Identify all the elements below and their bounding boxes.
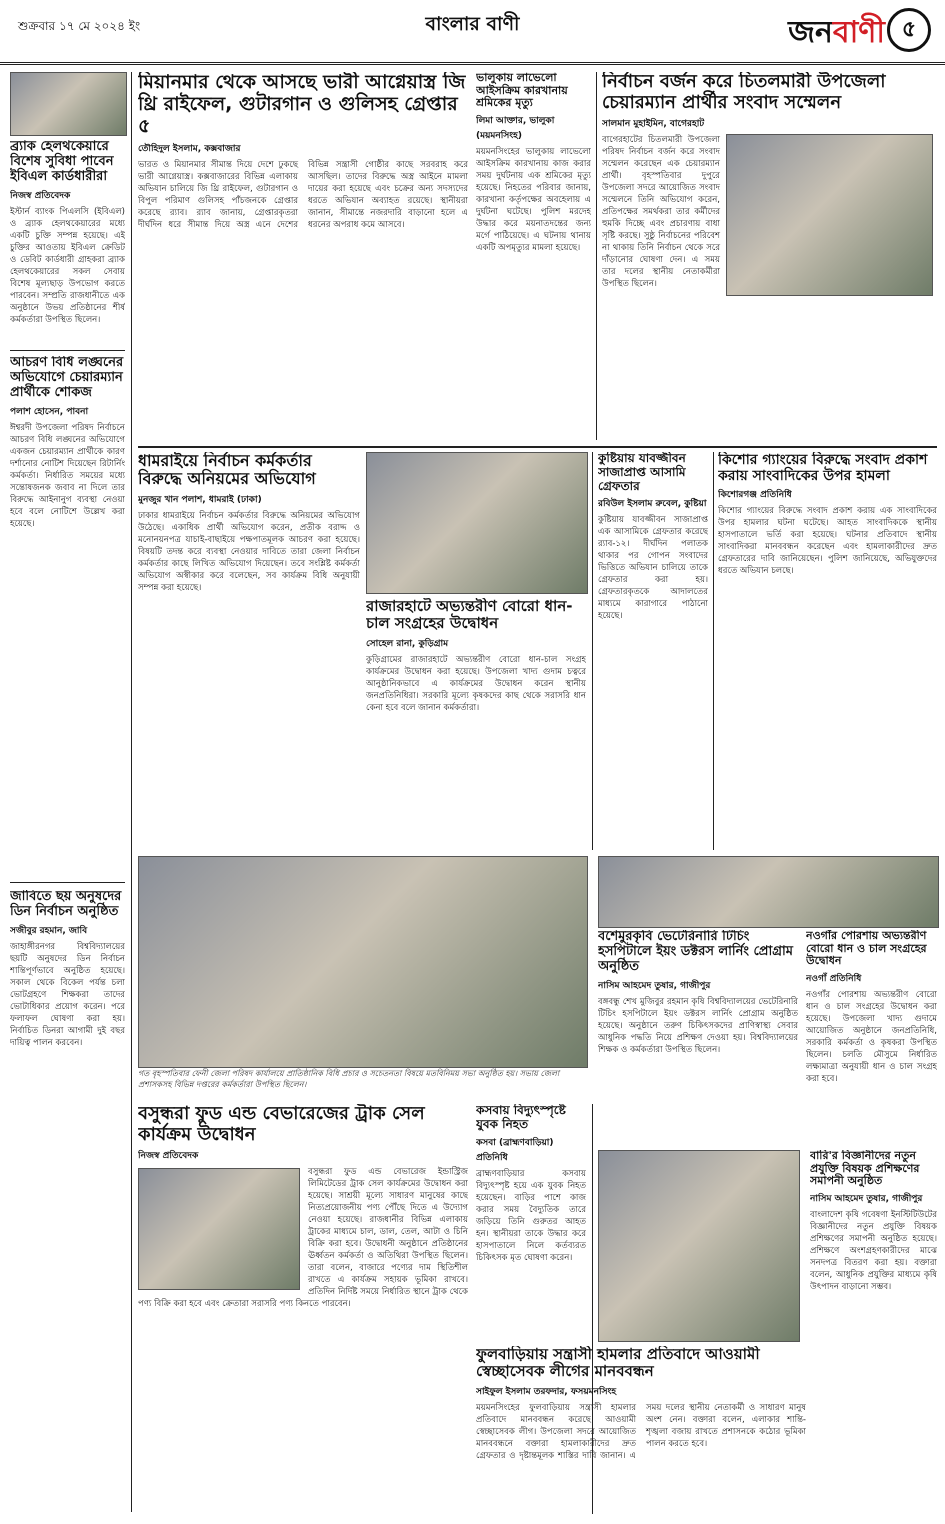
article-body: ভারত ও মিয়ানমার সীমান্ত দিয়ে দেশে ঢুকছে ভারী আগ্নেয়াস্ত্র। কক্সবাজারের বিভিন্ন এলাকায় অভিযান চালিয়ে জি থ্রি রাইফেল, গুটারগান ও বিপুল পরিমাণ গুলিসহ পাঁচজনকে গ্রেপ্তার করেছে র‍্যাব। র‍্যাব জানায়, গ্রেপ্তারকৃতরা দীর্ঘদিন ধরে সীমান্ত দিয়ে অস্ত্র এনে দেশের বিভিন্ন সন্ত্রাসী গোষ্ঠীর কাছে সরবরাহ করে আসছিল। তাদের বিরুদ্ধে অস্ত্র আইনে মামলা দায়ের করা হয়েছে এবং চক্রের অন্য সদস্যদের ধরতে অভিযান অব্যাহত রয়েছে। স্থানীয়রা জানান, সীমান্তে নজরদারি বাড়ানো হলে এ ধরনের অপরাধ কমে আসবে। [138,159,468,230]
headline: ব্র্যাক হেলথকেয়ারে বিশেষ সুবিধা পাবেন ইবিএল কার্ডধারীরা [10,140,114,184]
article-rajarhat [366,598,586,850]
article-chitalmari [602,72,937,440]
byline: নাসিম আহমেদ তুষার, গাজীপুর [598,980,711,991]
photo-caption: গত বৃহস্পতিবার ফেনী জেলা পরিষদ কার্যালয়ে প্রাতিষ্ঠানিক বিধি প্রচার ও সচেতনতা বিষয়ে মতবিনিময় সভা অনুষ্ঠিত হয়। সভায় জেলা প্রশাসকসহ বিভিন্ন দপ্তরের কর্মকর্তারা উপস্থিত ছিলেন। [138,1069,560,1089]
article-photo [598,1150,800,1342]
article-body: কিশোর গ্যাংয়ের বিরুদ্ধে সংবাদ প্রকাশ করায় এক সাংবাদিকের উপর হামলার ঘটনা ঘটেছে। আহত সাংবাদিককে স্থানীয় হাসপাতালে ভর্তি করা হয়েছে। ঘটনার প্রতিবাদে স্থানীয় সাংবাদিকরা মানববন্ধন করেছেন এবং হামলাকারীদের দ্রুত গ্রেফতারের দাবি জানিয়েছেন। পুলিশ জানিয়েছে, অভিযুক্তদের ধরতে অভিযান চলছে। [718,506,937,577]
article-kasba [476,1104,586,1340]
headline: নির্বাচন বর্জন করে চিতলমারী উপজেলা চেয়ারম্যান প্রার্থীর সংবাদ সম্মেলন [602,72,886,113]
article-body: ঢাকার ধামরাইয়ে নির্বাচন কর্মকর্তার বিরুদ্ধে অনিয়মের অভিযোগ উঠেছে। একাধিক প্রার্থী অভিযোগ করেন, প্রতীক বরাদ্দ ও মনোনয়নপত্র যাচাই-বাছাইয়ে পক্ষপাতমূলক আচরণ করা হয়েছে। বিষয়টি তদন্ত করে ব্যবস্থা নেওয়ার দাবিতে তারা জেলা নির্বাচন কর্মকর্তার কাছে লিখিত অভিযোগ দিয়েছেন। তবে সংশ্লিষ্ট কর্মকর্তা অভিযোগ অস্বীকার করে বলেছেন, সব কার্যক্রম বিধি অনুযায়ী সম্পন্ন করা হয়েছে। [138,510,360,593]
headline: ধামরাইয়ে নির্বাচন কর্মকর্তার বিরুদ্ধে অনিয়মের অভিযোগ [138,452,316,489]
headline: ভালুকায় লাভেলো আইসক্রিম কারখানায় শ্রমিকের মৃত্যু [476,72,568,110]
headline: জাবিতে ছয় অনুষদের ডিন নির্বাচন অনুষ্ঠিত [10,890,122,919]
masthead [0,0,945,65]
newspaper-logo: জনবাণী [788,15,885,50]
headline: বারি'র বিজ্ঞানীদের নতুন প্রযুক্তি বিষয়ক প্রশিক্ষণের সমাপনী অনুষ্ঠিত [810,1150,920,1188]
article-bari [810,1150,937,1514]
article-photo [598,856,939,928]
article-body: নওগাঁর পোরশায় অভ্যন্তরীণ বোরো ধান ও চাল সংগ্রহের উদ্বোধন করা হয়েছে। উপজেলা খাদ্য গুদামে আয়োজিত অনুষ্ঠানে জনপ্রতিনিধি, সরকারি কর্মকর্তা ও কৃষকরা উপস্থিত ছিলেন। চলতি মৌসুমে নির্ধারিত লক্ষ্যমাত্রা অনুযায়ী ধান ও চাল সংগ্রহ করা হবে। [806,989,937,1084]
byline: রবিউল ইসলাম রুবেল, কুষ্টিয়া [598,499,707,510]
headline: রাজারহাটে অভ্যন্তরীণ বোরো ধান-চাল সংগ্রহের উদ্বোধন [366,598,573,633]
byline: সাইফুল ইসলাম তরফদার, ফসয়মনসিংহ [476,1386,617,1397]
section-title: বাংলার বাণী [425,13,520,35]
byline: নাসিম আহমেদ তুষার, গাজীপুর [810,1193,923,1204]
article-body: কুষ্টিয়ায় যাবজ্জীবন সাজাপ্রাপ্ত এক আসামিকে গ্রেফতার করেছে র‍্যাব-১২। দীর্ঘদিন পলাতক থাকার পর গোপন সংবাদের ভিত্তিতে অভিযান চালিয়ে তাকে গ্রেফতার করা হয়। গ্রেফতারকৃতকে আদালতের মাধ্যমে কারাগারে পাঠানো হয়েছে। [598,515,708,622]
article-body: বাংলাদেশ কৃষি গবেষণা ইনস্টিটিউটের বিজ্ঞানীদের নতুন প্রযুক্তি বিষয়ক প্রশিক্ষণের সমাপনী অনুষ্ঠিত হয়েছে। প্রশিক্ষণে অংশগ্রহণকারীদের মাঝে সনদপত্র বিতরণ করা হয়। বক্তারা বলেন, আধুনিক প্রযুক্তির মাধ্যমে কৃষি উৎপাদন বাড়ানো সম্ভব। [810,1209,937,1292]
article-photo [138,1168,300,1290]
article-naogaon [806,930,937,1146]
article-photo [10,72,127,136]
headline: বশেমুরকৃবি ভেটেরিনারি টিচিং হসপিটালে ইয়ং ডক্টরস লার্নিং প্রোগ্রাম অনুষ্ঠিত [598,930,793,974]
byline: সোহেল রানা, কুড়িগ্রাম [366,638,449,649]
headline: বসুন্ধরা ফুড এন্ড বেভারেজের ট্রাক সেল কার্যক্রম উদ্বোধন [138,1104,425,1145]
article-photo [726,134,933,296]
article-photo [366,452,588,594]
column-rule [131,72,132,1512]
issue-date: শুক্রবার ১৭ মে ২০২৪ ইং [18,19,141,33]
headline: কসবায় বিদ্যুৎস্পৃষ্টে যুবক নিহত [476,1104,566,1131]
headline: মিয়ানমার থেকে আসছে ভারী আগ্নেয়াস্ত্র জি থ্রি রাইফেল, গুটারগান ও গুলিসহ গ্রেপ্তার ৫ [138,72,466,137]
headline: আচরণ বিধি লঙ্ঘনের অভিযোগে চেয়ারম্যান প্রার্থীকে শোকজ [10,356,124,400]
article-fulbaria [476,1346,806,1514]
byline: কিশোরগঞ্জ প্রতিনিধি [718,490,792,501]
byline: পলাশ হোসেন, পাবনা [10,406,89,417]
article-brac [10,140,125,345]
article-body: ব্রাহ্মণবাড়িয়ার কসবায় বিদ্যুৎস্পৃষ্ট হয়ে এক যুবক নিহত হয়েছেন। বাড়ির পাশে কাজ করার সময় বৈদ্যুতিক তারে জড়িয়ে তিনি গুরুতর আহত হন। স্থানীয়রা তাকে উদ্ধার করে হাসপাতালে নিলে কর্তব্যরত চিকিৎসক মৃত ঘোষণা করেন। [476,1168,586,1263]
article-kishore [718,452,937,850]
byline: সালমান মুহাইমিন, বাগেরহাট [602,119,705,130]
divider [10,350,125,351]
byline: নিজস্ব প্রতিবেদক [138,1151,199,1162]
byline: মুনজুর খান পলাশ, ধামরাই (ঢাকা) [138,494,262,505]
article-bashemurkobi [598,930,798,1146]
article-jabi [10,890,125,1510]
article-icecream [476,72,591,440]
headline: ফুলবাড়িয়ায় সন্ত্রাসী হামলার প্রতিবাদে আওয়ামী স্বেচ্ছাসেবক লীগের মানববন্ধন [476,1346,760,1381]
headline: কিশোর গ্যাংয়ের বিরুদ্ধে সংবাদ প্রকাশ করায় সাংবাদিকের উপর হামলা [718,452,928,485]
byline: সজীবুর রহমান, জাবি [10,925,88,936]
article-body: বাগেরহাটের চিতলমারী উপজেলা পরিষদ নির্বাচন বর্জন করে সংবাদ সম্মেলন করেছেন এক চেয়ারম্যান প্রার্থী। বৃহস্পতিবার দুপুরে উপজেলা সদরে আয়োজিত সংবাদ সম্মেলনে তিনি অভিযোগ করেন, প্রতিপক্ষের সমর্থকরা তার কর্মীদের হুমকি দিচ্ছে এবং প্রচারণায় বাধা সৃষ্টি করছে। সুষ্ঠু নির্বাচনের পরিবেশ না থাকায় তিনি নির্বাচন থেকে সরে দাঁড়ানোর ঘোষণা দেন। এ সময় তার দলের স্থানীয় নেতাকর্মীরা উপস্থিত ছিলেন। [602,135,720,290]
headline: কুষ্টিয়ায় যাবজ্জীবন সাজাপ্রাপ্ত আসামি গ্রেফতার [598,452,686,493]
byline: নিজস্ব প্রতিবেদক [10,190,71,201]
article-shokjog [10,356,125,876]
column-rule [713,452,714,850]
page-number: ৫ [887,8,931,52]
article-body: জাহাঙ্গীরনগর বিশ্ববিদ্যালয়ের ছয়টি অনুষদের ডিন নির্বাচন শান্তিপূর্ণভাবে অনুষ্ঠিত হয়েছে। সকাল থেকে বিকেল পর্যন্ত চলা ভোটগ্রহণে শিক্ষকরা তাদের ভোটাধিকার প্রয়োগ করেন। পরে ফলাফল ঘোষণা করা হয়। নির্বাচিত ডিনরা আগামী দুই বছর দায়িত্ব পালন করবেন। [10,941,125,1048]
article-body: ময়মনসিংহের ফুলবাড়িয়ায় সন্ত্রাসী হামলার প্রতিবাদে মানববন্ধন করেছে আওয়ামী স্বেচ্ছাসেবক লীগ। উপজেলা সদরে আয়োজিত মানববন্ধনে বক্তারা হামলাকারীদের দ্রুত গ্রেফতার ও দৃষ্টান্তমূলক শাস্তির দাবি জানান। এ সময় দলের স্থানীয় নেতাকর্মী ও সাধারণ মানুষ অংশ নেন। বক্তারা বলেন, এলাকার শান্তি-শৃঙ্খলা বজায় রাখতে প্রশাসনকে কঠোর ভূমিকা পালন করতে হবে। [476,1402,806,1461]
byline: লিমা আক্তার, ভালুকা (ময়মনসিংহ) [476,115,555,141]
article-bashundhara [138,1104,468,1514]
article-body: বঙ্গবন্ধু শেখ মুজিবুর রহমান কৃষি বিশ্ববিদ্যালয়ের ভেটেরিনারি টিচিং হসপিটালে ইয়ং ডক্টরস লার্নিং প্রোগ্রাম অনুষ্ঠিত হয়েছে। অনুষ্ঠানে তরুণ চিকিৎসকদের প্রাণিস্বাস্থ্য সেবার আধুনিক পদ্ধতি নিয়ে প্রশিক্ষণ দেওয়া হয়। বিশ্ববিদ্যালয়ের শিক্ষক ও কর্মকর্তারা উপস্থিত ছিলেন। [598,996,798,1055]
article-body: ঈশ্বরদী উপজেলা পরিষদ নির্বাচনে আচরণ বিধি লঙ্ঘনের অভিযোগে একজন চেয়ারম্যান প্রার্থীকে কারণ দর্শানোর নোটিশ দিয়েছেন রিটার্নিং কর্মকর্তা। নির্ধারিত সময়ের মধ্যে সন্তোষজনক জবাব না দিলে তার বিরুদ্ধে আইনানুগ ব্যবস্থা নেওয়া হবে বলে নোটিশে উল্লেখ করা হয়েছে। [10,422,125,529]
article-body: ইস্টার্ন ব্যাংক পিএলসি (ইবিএল) ও ব্র্যাক হেলথকেয়ারের মধ্যে একটি চুক্তি সম্পন্ন হয়েছে। এই চুক্তির আওতায় ইবিএল ক্রেডিট ও ডেবিট কার্ডধারী গ্রাহকরা ব্র্যাক হেলথকেয়ারের সকল সেবায় বিশেষ মূল্যছাড় উপভোগ করতে পারবেন। সম্প্রতি রাজধানীতে এক অনুষ্ঠানে উভয় প্রতিষ্ঠানের শীর্ষ কর্মকর্তারা উপস্থিত ছিলেন। [10,206,125,325]
column-rule [592,452,593,850]
byline: তৌহিদুল ইসলাম, কক্সবাজার [138,143,241,154]
article-dhamrai [138,452,360,850]
article-myanmar [138,72,468,440]
section-divider [138,446,937,448]
divider [10,882,125,883]
byline: কসবা (ব্রাহ্মণবাড়িয়া) প্রতিনিধি [476,1137,554,1163]
article-photo [138,856,588,1068]
column-rule [596,72,597,440]
article-kushtia [598,452,708,850]
byline: নওগাঁ প্রতিনিধি [806,973,862,984]
article-body: ময়মনসিংহের ভালুকায় লাভেলো আইসক্রিম কারখানায় কাজ করার সময় দুর্ঘটনায় এক শ্রমিকের মৃত্যু হয়েছে। নিহতের পরিবার জানায়, কারখানা কর্তৃপক্ষের অবহেলায় এ দুর্ঘটনা ঘটেছে। পুলিশ মরদেহ উদ্ধার করে ময়নাতদন্তের জন্য মর্গে পাঠিয়েছে। এ ঘটনায় থানায় একটি অপমৃত্যুর মামলা হয়েছে। [476,146,591,253]
article-body: বসুন্ধরা ফুড এন্ড বেভারেজ ইন্ডাস্ট্রিজ লিমিটেডের ট্রাক সেল কার্যক্রমের উদ্বোধন করা হয়েছে। সাশ্রয়ী মূল্যে সাধারণ মানুষের কাছে নিত্যপ্রয়োজনীয় পণ্য পৌঁছে দিতে এ উদ্যোগ নেওয়া হয়েছে। রাজধানীর বিভিন্ন এলাকায় ট্রাকের মাধ্যমে চাল, ডাল, তেল, আটা ও চিনি বিক্রি করা হবে। উদ্বোধনী অনুষ্ঠানে প্রতিষ্ঠানের ঊর্ধ্বতন কর্মকর্তা ও অতিথিরা উপস্থিত ছিলেন। তারা বলেন, বাজারে পণ্যের দাম স্থিতিশীল রাখতে এ কার্যক্রম সহায়ক ভূমিকা রাখবে। প্রতিদিন নির্দিষ্ট সময়ে নির্ধারিত স্থানে ট্রাক থেকে পণ্য বিক্রি করা হবে এবং ক্রেতারা সরাসরি পণ্য কিনতে পারবেন। [138,1167,468,1310]
article-body: কুড়িগ্রামের রাজারহাটে অভ্যন্তরীণ বোরো ধান-চাল সংগ্রহ কার্যক্রমের উদ্বোধন করা হয়েছে। উপজেলা খাদ্য গুদাম চত্বরে আনুষ্ঠানিকভাবে এ কার্যক্রমের উদ্বোধন করেন স্থানীয় জনপ্রতিনিধিরা। সরকারি মূল্যে কৃষকদের কাছ থেকে সরাসরি ধান কেনা হবে বলে জানান কর্মকর্তারা। [366,654,586,713]
headline: নওগাঁর পোরশায় অভ্যন্তরীণ বোরো ধান ও চাল সংগ্রহের উদ্বোধন [806,930,927,968]
